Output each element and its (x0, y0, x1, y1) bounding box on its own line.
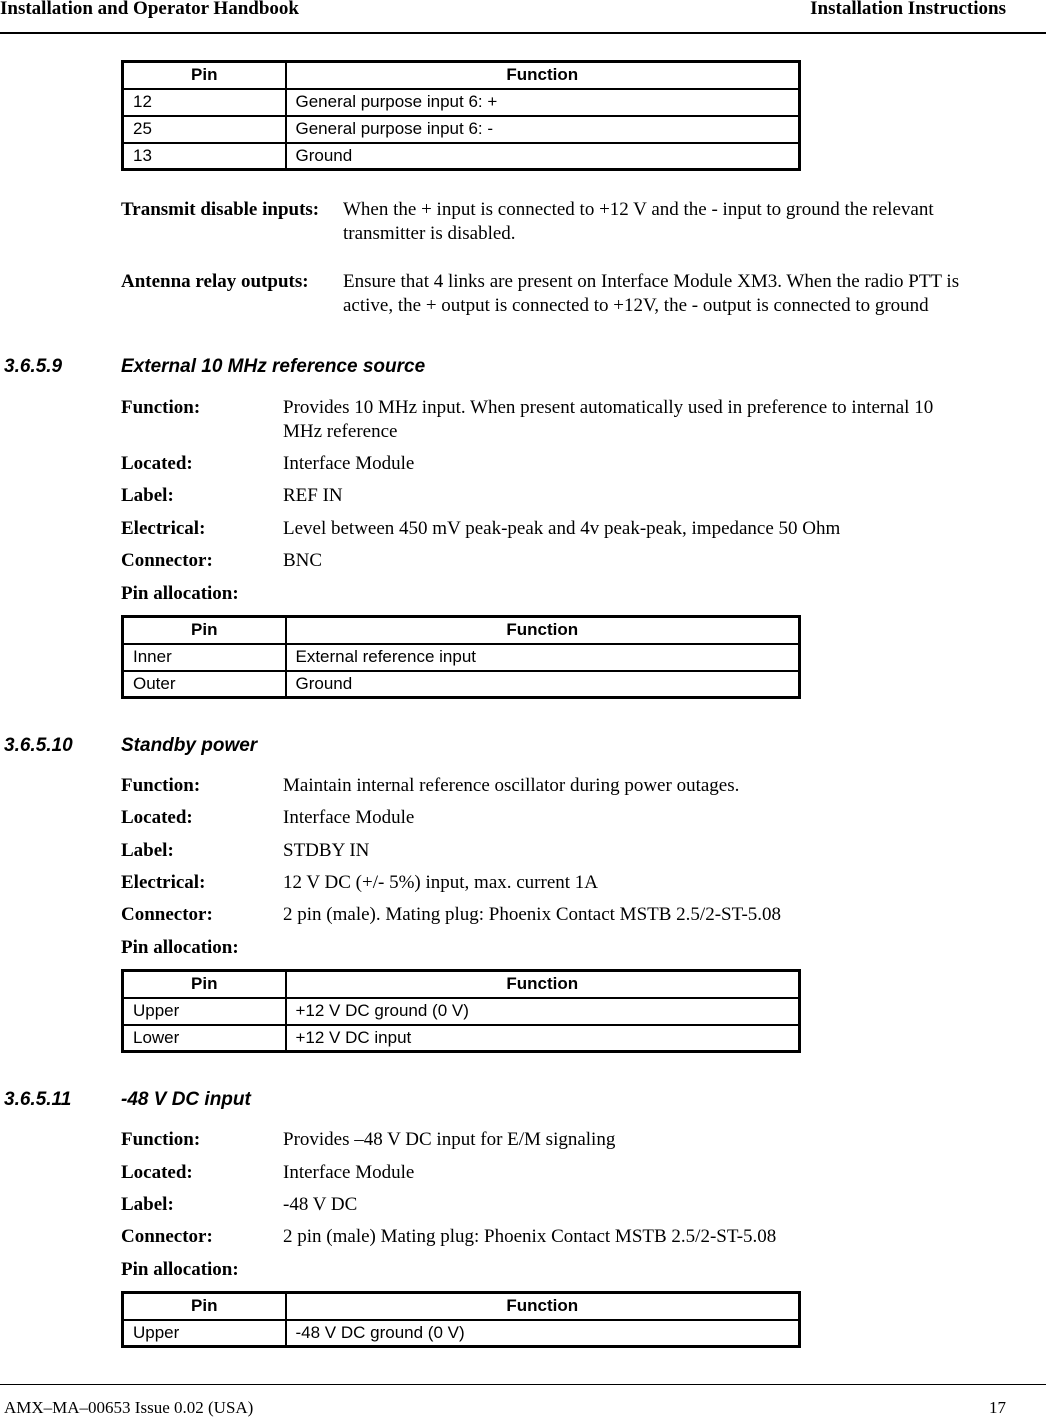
pin-cell: 12 (123, 89, 286, 116)
footer-doc-id: AMX–MA–00653 Issue 0.02 (USA) (4, 1398, 254, 1417)
field-value-function-cont: MHz reference (283, 421, 398, 442)
field-label-pin-allocation: Pin allocation: (121, 937, 239, 958)
pin-table-stdby-in (121, 969, 801, 1053)
function-cell: External reference input (286, 644, 800, 671)
antenna-relay-text-line1: Ensure that 4 links are present on Interface Module XM3. When the radio PTT is (343, 271, 960, 292)
pin-cell: Outer (123, 671, 286, 698)
table-row (123, 1025, 800, 1052)
section-title-36511: -48 V DC input (121, 1089, 251, 1110)
function-cell: -48 V DC ground (0 V) (286, 1320, 800, 1347)
table-header-row (123, 1293, 800, 1320)
column-header-pin: Pin (123, 971, 286, 998)
antenna-relay-label: Antenna relay outputs: (121, 271, 309, 292)
table-row (123, 1320, 800, 1347)
section-title-36510: Standby power (121, 735, 258, 756)
field-label-located: Located: (121, 1162, 193, 1183)
table-header-row (123, 617, 800, 644)
field-value-label: STDBY IN (283, 840, 370, 861)
field-value-function: Provides –48 V DC input for E/M signaling (283, 1129, 616, 1150)
pin-cell: Upper (123, 1320, 286, 1347)
column-header-function: Function (286, 62, 800, 89)
field-value-electrical: Level between 450 mV peak-peak and 4v peak-peak, impedance 50 Ohm (283, 518, 841, 539)
function-cell: Ground (286, 671, 800, 698)
table-header-row (123, 62, 800, 89)
field-label-pin-allocation: Pin allocation: (121, 583, 239, 604)
pin-cell: Lower (123, 1025, 286, 1052)
transmit-disable-text-line1: When the + input is connected to +12 V and the - input to ground the relevant (343, 199, 934, 220)
section-number-3659: 3.6.5.9 (4, 356, 63, 377)
field-value-connector: 2 pin (male). Mating plug: Phoenix Contact MSTB 2.5/2-ST-5.08 (283, 904, 782, 925)
field-label-function: Function: (121, 397, 201, 418)
function-cell: General purpose input 6: + (286, 89, 800, 116)
table-row (123, 644, 800, 671)
field-label-function: Function: (121, 1129, 201, 1150)
pin-table-gpi (121, 60, 801, 171)
table-row (123, 671, 800, 698)
field-label-function: Function: (121, 775, 201, 796)
pin-cell: 25 (123, 116, 286, 143)
pin-cell: Upper (123, 998, 286, 1025)
field-value-connector: 2 pin (male) Mating plug: Phoenix Contact MSTB 2.5/2-ST-5.08 (283, 1226, 777, 1247)
field-label-connector: Connector: (121, 904, 213, 925)
field-value-located: Interface Module (283, 807, 415, 828)
header-left: Installation and Operator Handbook (0, 0, 299, 19)
function-cell: +12 V DC ground (0 V) (286, 998, 800, 1025)
column-header-function: Function (286, 1293, 800, 1320)
field-label-electrical: Electrical: (121, 872, 206, 893)
table-row (123, 998, 800, 1025)
function-cell: General purpose input 6: - (286, 116, 800, 143)
field-value-function: Maintain internal reference oscillator during power outages. (283, 775, 740, 796)
pin-cell: 13 (123, 143, 286, 170)
field-label-label: Label: (121, 1194, 174, 1215)
field-value-label: REF IN (283, 485, 343, 506)
function-cell: Ground (286, 143, 800, 170)
column-header-function: Function (286, 971, 800, 998)
field-label-connector: Connector: (121, 550, 213, 571)
footer-rule (0, 1384, 1046, 1385)
field-label-located: Located: (121, 807, 193, 828)
column-header-pin: Pin (123, 1293, 286, 1320)
pin-cell: Inner (123, 644, 286, 671)
table-row (123, 116, 800, 143)
table-header-row (123, 971, 800, 998)
field-label-pin-allocation: Pin allocation: (121, 1259, 239, 1280)
field-label-label: Label: (121, 840, 174, 861)
field-value-located: Interface Module (283, 1162, 415, 1183)
field-value-located: Interface Module (283, 453, 415, 474)
column-header-function: Function (286, 617, 800, 644)
header-rule (0, 32, 1046, 34)
field-label-electrical: Electrical: (121, 518, 206, 539)
field-value-function: Provides 10 MHz input. When present automatically used in preference to internal 10 (283, 397, 934, 418)
field-value-connector: BNC (283, 550, 323, 571)
table-row (123, 89, 800, 116)
footer-page-number: 17 (989, 1398, 1006, 1417)
pin-table-48v-dc (121, 1291, 801, 1348)
field-label-connector: Connector: (121, 1226, 213, 1247)
transmit-disable-text-line2: transmitter is disabled. (343, 223, 516, 244)
section-title-3659: External 10 MHz reference source (121, 356, 426, 377)
header-right: Installation Instructions (810, 0, 1006, 19)
section-number-36510: 3.6.5.10 (4, 735, 73, 756)
field-value-electrical: 12 V DC (+/- 5%) input, max. current 1A (283, 872, 599, 893)
antenna-relay-text-line2: active, the + output is connected to +12V, the - output is connected to ground (343, 295, 929, 316)
field-label-located: Located: (121, 453, 193, 474)
table-row (123, 143, 800, 170)
section-number-36511: 3.6.5.11 (4, 1089, 72, 1110)
transmit-disable-label: Transmit disable inputs: (121, 199, 320, 220)
function-cell: +12 V DC input (286, 1025, 800, 1052)
column-header-pin: Pin (123, 617, 286, 644)
field-label-label: Label: (121, 485, 174, 506)
field-value-label: -48 V DC (283, 1194, 358, 1215)
pin-table-ref-in (121, 615, 801, 699)
column-header-pin: Pin (123, 62, 286, 89)
